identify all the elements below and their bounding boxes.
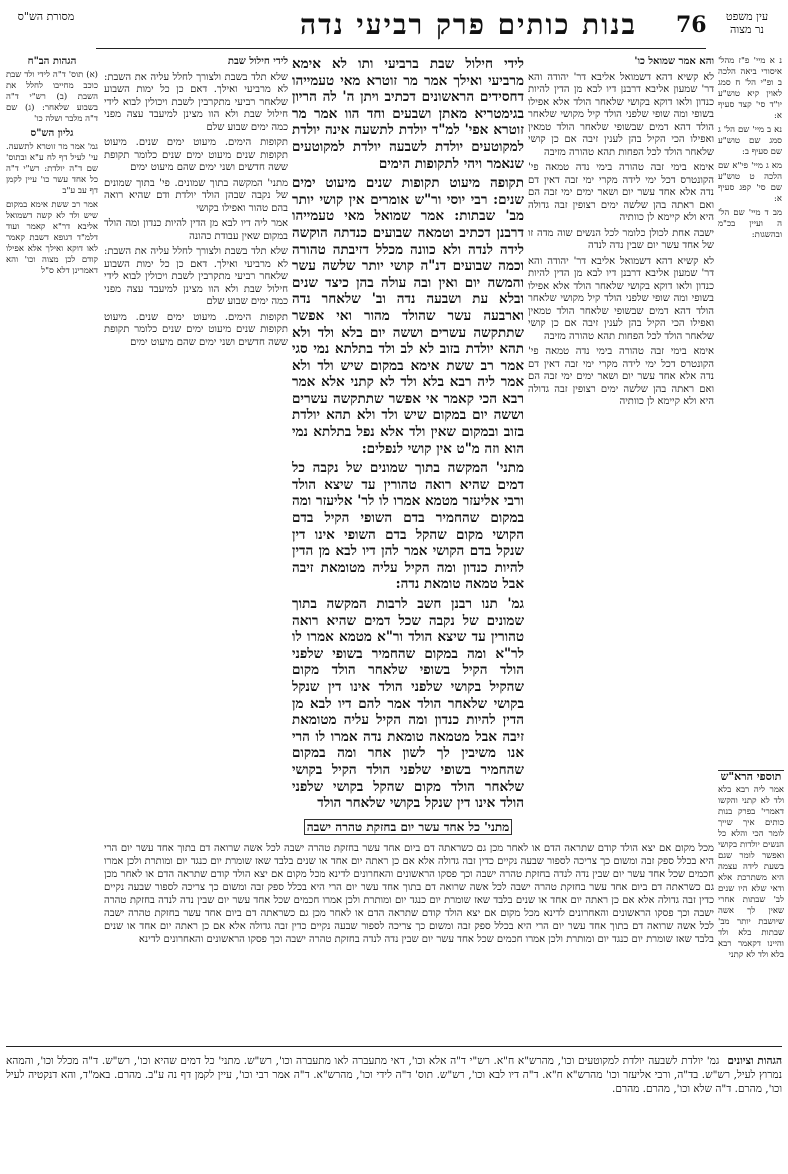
mesoret-hashas-label: מסורת הש"ס [17,10,75,23]
ein-mishpat-label: עין משפט נר מצוה [725,10,769,36]
page-title: בנות כותים פרק רביעי נדה [300,8,637,41]
footer-rule [6,1046,782,1047]
rashi-paragraph: לא קשיא דהא דשמואל אליבא דר' יהודה והא דר' שמעון אליבא דרבנן דיו לבא מן הדין להיות כנדון ולאו דוקא בקושי שלאחר הולד אלא אפילו בשופי ומה שופי שלפני הולד קיל מקושי שלאחר הולד דהא דמים שבשופי שלאחר הולד טמאין ואפילו הכי הקיל בהן לענין זיבה אם כן קושי שלאחר הולד לכל הפחות תהא טהורה מזיבה [528,71,714,158]
left-margin-notes [6,56,98,876]
gemara-column [292,56,524,811]
mishnah-banner [292,820,524,834]
gemara-paragraph: לידי חילול שבת ברביעי ותו לא אימא מרביעי ואילך אמר מר זוטרא מאי טעמייהו דחסידים הראשונים דכתיב ויתן ה' לה הריון בגימטריא מאתן ושבעים וחד הוו אמר מר זוטרא אפי' למ"ד יולדת לתשעה אינה יולדת למקוטעים יולדת לשבעה יולדת למקוטעים שנאמר ויהי לתקופות הימים [292,56,524,172]
bottom-commentary-text: מכל מקום אם יצא הולד קודם שתראה הדם או לאחר מכן גם כשראתה דם ביום אחד עשר בחזקת טהרה ישבה לכל אשה שרואה דם בתוך אחד עשר יום הרי היא בכלל ספק זבה ומשום כך צריכה לספור שבעה נקיים כדין זבה גדולה אלא אם כן ראתה יום אחד או שנים בלבד שאז שומרת יום כנגד יום ומותרת ולכן אמרו חכמים שכל אחד עשר יום שבין נדה לנדה בחזקת טהרה ישבה וכך פסקו הראשונים והאחרונים לדינא [104,908,714,945]
tosafot-paragraph: אמר ליה דיו לבא מן הדין להיות כנדון ומה הולד במקום שאין עבודת כהונה [104,218,288,242]
margin-note: (א) תוס' ד"ה לידי ולד שבת כוכב מחייבו לחלל את השבת (ב) רש"י ד"ה בשבוע שלאחר: (ג) שם ד"ה מלבר ושלה כו' [6,70,98,124]
footer-text: גמ' יולדת לשבעה יולדת למקוטעים וכו', מהרש"א ח"א. רש"י ד"ה אלא וכו', דאי מתעברה לאו מתעברה וכו', רש"ש. מתני' כל דמים שהיא וכו', רש"ש. ד"ה מכלל וכו', והמהא נמרוץ לעיל, רש"ש. בד"ה, ורבי אליעזר וכו' מהרש"א ח"א. ד"ה דיו לבא וכו', רש"ש. תוס' ד"ה לידי וכו', מהרש"א. ד"ה אמר רבי וכו', עיין לקמן דף נה ע"ב. מהרם. באמ"ד, והא דנקטיה לעיל וכו', מהרם. ד"ה שלא וכו', מהרם. מהרם. [6,1055,782,1095]
ein-mishpat-entry: נא ב מיי' שם הל' ג סמג שם טוש"ע שם סעיף ב: [718,125,782,157]
bottom-commentary-text: מכל מקום אם יצא הולד קודם שתראה הדם או לאחר מכן גם כשראתה דם ביום אחד עשר בחזקת טהרה ישבה לכל אשה שרואה דם בתוך אחד עשר יום הרי היא בכלל ספק זבה ומשום כך צריכה לספור שבעה נקיים כדין זבה גדולה אלא אם כן ראתה יום אחד או שנים בלבד שאז שומרת יום כנגד יום ומותרת ולכן אמרו חכמים שכל אחד עשר יום שבין נדה לנדה בחזקת טהרה ישבה וכך פסקו הראשונים והאחרונים לדינא [104,843,714,880]
page-header [0,0,788,48]
header-rule [96,48,706,49]
ein-mishpat-entry: מב ד מיי' שם הל' ה ועיין בכ"מ ובהשגות: [718,208,782,240]
rashi-column [528,56,714,811]
rashi-paragraph: אימא בימי זבה טהורה בימי נדה טמאה פי' הקונטרס דכל ימי לידה מקרי ימי זבה דאין דם נדה אלא אחד עשר יום ושאר ימים ימי זבה הם ואם ראתה בהן שלשה ימים רצופין זבה גדולה היא ולא קיימא לן כוותיה [528,162,714,223]
note-heading: גליון הש"ס [30,128,74,139]
rashi-paragraph: אימא בימי זבה טהורה בימי נדה טמאה פי' הקונטרס דכל ימי לידה מקרי ימי זבה דאין דם נדה אלא אחד עשר יום ושאר ימים ימי זבה הם ואם ראתה בהן שלשה ימים רצופין זבה גדולה היא ולא קיימא לן כוותיה [528,346,714,407]
ein-mishpat-entry: נ א מיי' פ"ז מהל' איסורי ביאה הלכה ב ופ"י הל' ח סמג לאוין קיא טוש"ע יו"ד סי' קצד סעיף א: [718,56,782,121]
rashi-paragraph: ישבה אחת לכולן כלומר לכל הנשים שוה מדה זו של אחד עשר יום שבין נדה לנדה [528,227,714,251]
mishnah-banner-text: מתני' כל אחד עשר יום בחזקת טהרה ישבה [304,819,513,835]
tosafot-paragraph: מתני' המקשה בתוך שמונים. פי' בתוך שמונים של נקבה שבהן הולד יולדת ודם שהיא רואה בהם טהור ואפילו בקושי [104,177,288,214]
tosafot-harosh-heading: תוספי הרא"ש [720,770,782,783]
margin-note: גמ' אמר מר זוטרא לתשעה. עי' לעיל דף לח ע"א ובתוס' שם ד"ה יולדת: רש"י ד"ה כל אחד עשר כו' עיין לקמן דף עב ע"ב [6,142,98,196]
footer-notes [6,1054,782,1166]
gemara-paragraph: תקופה מיעוט תקופות שנים מיעוט ימים שנים: רבי יוסי ור"ש אומרים אין קושי יותר מב' שבתות: אמר שמואל מאי טעמייהו דרבנן דכתיב וטמאה שבועים כנדתה הוקשה לידה לנדה ולא כוונה מכלל דזיבתה טהורה וכמה שבועים דנ"ה קושי יותר שלשה עשר והמשה יום ואין ובה עולה בהן כיצד שנים ובלא עת ושבעה נדה וב' שלאחר נדה וארבעה עשר שהולד מהור ואי אפשר שתתקשה עשרים וששה יום בלא ולד ולא תהא יולדת בזוב לא לב ולד בתלתא נמי סגי אמר רב ששת אימא במקום שיש ולד ולא אמר ליה רבא בלא ולד לא קתני אלא אמר רבא הכי קאמר אי אפשר שתתקשה עשרים וששה יום במקום שיש ולד ולא תהא יולדת בזוב ובמקום שאין ולד אלא נפל בתלתא נמי הוא וזה מ"ט אין קושי לנפלים: [292,175,524,457]
tosafot-paragraph: תקופות הימים. מיעוט ימים שנים. מיעוט תקופות שנים מיעוט ימים שנים כלומר תקופת ששה חדשים ושני ימים שהם מיעוט ימים [104,137,288,173]
note-heading: הגהות הב"ח [27,56,77,67]
tosafot-paragraph: תקופות הימים. מיעוט ימים שנים. מיעוט תקופות שנים מיעוט ימים שנים כלומר תקופת ששה חדשים ושני ימים שהם מיעוט ימים [104,311,288,348]
page-number: 76 [676,12,707,38]
footer-heading: הגהות וציונים [727,1055,782,1067]
rashi-paragraph: לא קשיא דהא דשמואל אליבא דר' יהודה והא דר' שמעון אליבא דרבנן דיו לבא מן הדין להיות כנדון ולאו דוקא בקושי שלאחר הולד אלא אפילו בשופי ומה שופי שלפני הולד קיל מקושי שלאחר הולד דהא דמים שבשופי שלאחר הולד טמאין ואפילו הכי הקיל בהן לענין זיבה אם כן קושי שלאחר הולד לכל הפחות תהא טהורה מזיבה [528,255,714,342]
tosafot-harosh-box [718,770,784,1046]
tosafot-paragraph: שלא תלד בשבת ולצורך לחלל עליה את השבת: לא מרביעי ואילך. דאם כן כל ימות השבוע שלאחר רביעי מתקרבין לשבת ויכולין לבוא לידי חילול שבת ולא הוו מצינן למיעבד עצה מפני כמה ימים שבוע שלם [104,71,288,133]
tosafot-harosh-text: אמר ליה רבא בלא ולד לא קתני והקשו דאמרי' בפרק בנות כותים איך שייך לומר הכי והלא כל הנשים יולדות בקושי ואפשר לומר שגם בשעת לידה עצמה היא משתרכת אלא ודאי שלא היו שנים לב' שבתות אחרי שאין לך אשה שיושבת יותר מב' שבתות בלא ולד והיינו דקאמר רבא בלא ולד לא קתני [718,785,784,960]
ein-mishpat-column [718,56,782,346]
mishnah-paragraph: מתני' המקשה בתוך שמונים של נקבה כל דמים שהיא רואה טהורין עד שיצא הולד ורבי אליעזר מטמא אמרו לו לר' אליעזר ומה במקום שהחמיר בדם השופי הקיל בדם הקושי מקום שהקל בדם השופי אינו דין שנקל בדם הקושי אמר להן דיו לבא מן הדין להיות כנדון ומה הקיל עליה מטומאת זיבה אבל טמאה טומאת נדה: [292,460,524,593]
tosafot-column [104,56,288,811]
ein-mishpat-entry: מא ג מיי' פי"א שם הלכה ט טוש"ע שם סי' קפג סעיף א: [718,161,782,204]
margin-note: אמר רב ששת אימא במקום שיש ולד לא קשה דשמואל אליבא דר"א קאמר ועוד דלמ"ד דגופא דשבת קאמר לאו דוקא ואילך אלא אפילו קודם לכן מצוה וכו' והא דאמרינן דלא ס"ל [6,200,98,276]
bottom-commentary-text: מכל מקום אם יצא הולד קודם שתראה הדם או לאחר מכן גם כשראתה דם ביום אחד עשר בחזקת טהרה ישבה לכל אשה שרואה דם בתוך אחד עשר יום הרי היא בכלל ספק זבה ומשום כך צריכה לספור שבעה נקיים כדין זבה גדולה אלא אם כן ראתה יום אחד או שנים בלבד שאז שומרת יום כנגד יום ומותרת ולכן אמרו חכמים שכל אחד עשר יום שבין נדה לנדה בחזקת טהרה ישבה וכך פסקו הראשונים והאחרונים לדינא [104,869,714,919]
tosafot-heading: לידי חילול שבת [227,56,288,67]
tosafot-paragraph: שלא תלד בשבת ולצורך לחלל עליה את השבת: לא מרביעי ואילך. דאם כן כל ימות השבוע שלאחר רביעי מתקרבין לשבת ויכולין לבוא לידי חילול שבת ולא הוו מצינן למיעבד עצה מפני כמה ימים שבוע שלם [104,246,288,307]
rashi-heading: והא אמר שמואל כו' [634,56,714,67]
bottom-commentary [104,842,714,1042]
gemara-paragraph: גמ' תנו רבנן חשב לרבות המקשה בתוך שמונים של נקבה שכל דמים שהיא רואה טהורין עד שיצא הולד ור"א מטמא אמרו לו לר"א ומה במקום שהחמיר בשופי שלפני הולד הקיל בשופי שלאחר הולד מקום שהקיל בקושי שלפני הולד אינו דין שנקל בקושי שלאחר הולד אמר להם דיו לבא מן הדין להיות כנדון ומה הקיל עליה מטומאת זיבה אבל מטמאה טומאת נדה אמרו לו הרי אנו משיבין לך לשון אחר ומה במקום שהחמיר בשופי שלפני הולד הקיל בקושי שלאחר הולד מקום שהקל בקושי שלפני הולד אינו דין שנקל בקושי שלאחר הולד [292,596,524,811]
